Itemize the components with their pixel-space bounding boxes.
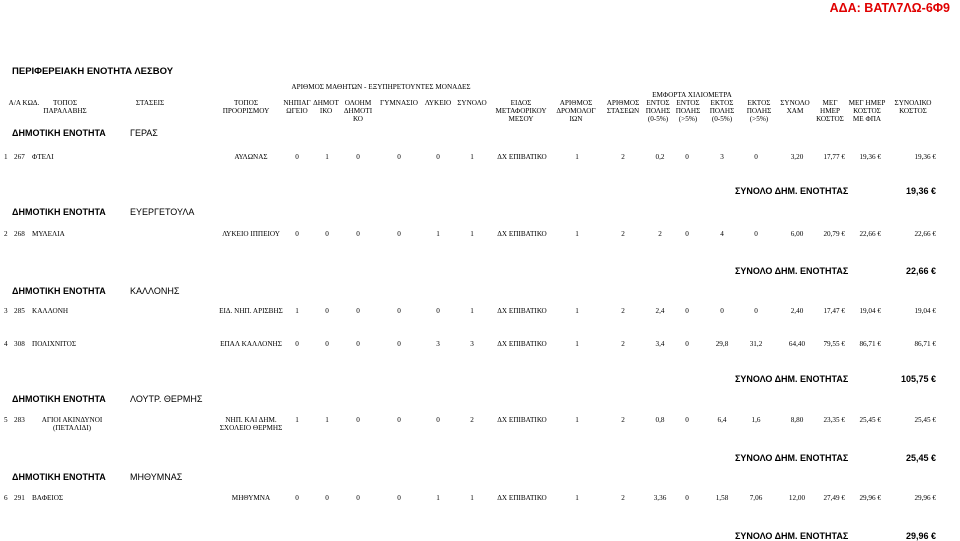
cell-kod: 268 (14, 230, 25, 238)
cell-k1: 0,2 (655, 153, 665, 161)
cell-kod: 267 (14, 153, 25, 161)
cell-meg: 17,47 € (823, 307, 845, 315)
cell-meg: 17,77 € (823, 153, 845, 161)
cell-n5: 0 (436, 153, 440, 161)
cell-n1: 0 (295, 340, 299, 348)
cell-syn: 29,96 € (914, 494, 936, 502)
cell-fpa: 25,45 € (859, 416, 881, 424)
cell-kod: 285 (14, 307, 25, 315)
municipality-label: ΔΗΜΟΤΙΚΗ ΕΝΟΤΗΤΑ (12, 128, 106, 138)
cell-eidos: ΔΧ ΕΠΙΒΑΤΙΚΟ (497, 416, 547, 424)
header-lykeio: ΛΥΚΕΙΟ (424, 99, 452, 107)
cell-n1: 0 (295, 230, 299, 238)
cell-n4: 0 (397, 340, 401, 348)
cell-k4: 7,06 (749, 494, 763, 502)
cell-syn: 22,66 € (914, 230, 936, 238)
cell-n6: 3 (470, 340, 474, 348)
cell-stas: 2 (621, 153, 625, 161)
header-meg-imer-fpa: ΜΕΓ ΗΜΕΡ ΚΟΣΤΟΣ ΜΕ ΦΠΑ (848, 99, 886, 124)
cell-k3: 0 (720, 307, 724, 315)
cell-meg: 27,49 € (823, 494, 845, 502)
cell-n2: 0 (325, 494, 329, 502)
municipality-name: ΛΟΥΤΡ. ΘΕΡΜΗΣ (130, 394, 203, 404)
page-title: ΠΕΡΙΦΕΡΕΙΑΚΗ ΕΝΟΤΗΤΑ ΛΕΣΒΟΥ (12, 66, 174, 77)
cell-n2: 0 (325, 230, 329, 238)
cell-paralavi: ΑΓΙΟΙ ΑΚΙΝΔΥΝΟΙ (ΠΕΤΑΛΙΔΙ) (41, 416, 103, 432)
cell-k2: 0 (685, 416, 689, 424)
cell-n4: 0 (397, 494, 401, 502)
cell-syn: 19,04 € (914, 307, 936, 315)
cell-k2: 0 (685, 340, 689, 348)
cell-n2: 1 (325, 153, 329, 161)
header-arithmos-staseon: ΑΡΙΘΜΟΣ ΣΤΑΣΕΩΝ (606, 99, 640, 116)
header-km-group: ΕΜΦΟΡΤΑ ΧΙΛΙΟΜΕΤΡΑ (652, 91, 732, 99)
cell-n4: 0 (397, 416, 401, 424)
municipality-label: ΔΗΜΟΤΙΚΗ ΕΝΟΤΗΤΑ (12, 286, 106, 296)
cell-n2: 1 (325, 416, 329, 424)
municipality-label: ΔΗΜΟΤΙΚΗ ΕΝΟΤΗΤΑ (12, 472, 106, 482)
cell-stas: 2 (621, 230, 625, 238)
total-label: ΣΥΝΟΛΟ ΔΗΜ. ΕΝΟΤΗΤΑΣ (735, 374, 849, 384)
cell-n5: 0 (436, 307, 440, 315)
cell-meg: 23,35 € (823, 416, 845, 424)
cell-k1: 3,4 (655, 340, 665, 348)
cell-kod: 308 (14, 340, 25, 348)
cell-n6: 1 (470, 153, 474, 161)
header-nipiagogeio: ΝΗΠΙΑΓ ΩΓΕΙΟ (283, 99, 311, 116)
municipality-name: ΕΥΕΡΓΕΤΟΥΛΑ (130, 207, 195, 217)
cell-k4: 31,2 (749, 340, 763, 348)
cell-k2: 0 (685, 494, 689, 502)
cell-meg: 79,55 € (823, 340, 845, 348)
header-km2: ΕΝΤΟΣ ΠΟΛΗΣ (>5%) (675, 99, 701, 124)
cell-n3: 0 (356, 230, 360, 238)
cell-eidos: ΔΧ ΕΠΙΒΑΤΙΚΟ (497, 153, 547, 161)
cell-eidos: ΔΧ ΕΠΙΒΑΤΙΚΟ (497, 340, 547, 348)
cell-n1: 1 (295, 416, 299, 424)
cell-n5: 3 (436, 340, 440, 348)
header-arithmos-dromologion: ΑΡΙΘΜΟΣ ΔΡΟΜΟΛΟΓ ΙΩΝ (556, 99, 596, 124)
cell-k1: 0,8 (655, 416, 665, 424)
cell-n6: 1 (470, 494, 474, 502)
header-aa: Α/Α ΚΩΔ. (8, 99, 40, 107)
municipality-label: ΔΗΜΟΤΙΚΗ ΕΝΟΤΗΤΑ (12, 207, 106, 217)
cell-aa: 6 (4, 494, 8, 502)
total-label: ΣΥΝΟΛΟ ΔΗΜ. ΕΝΟΤΗΤΑΣ (735, 453, 849, 463)
header-synolo-xam: ΣΥΝΟΛΟ ΧΑΜ (780, 99, 810, 116)
cell-fpa: 19,04 € (859, 307, 881, 315)
cell-eidos: ΔΧ ΕΠΙΒΑΤΙΚΟ (497, 230, 547, 238)
total-label: ΣΥΝΟΛΟ ΔΗΜ. ΕΝΟΤΗΤΑΣ (735, 186, 849, 196)
header-km4: ΕΚΤΟΣ ΠΟΛΗΣ (>5%) (746, 99, 772, 124)
cell-k3: 3 (720, 153, 724, 161)
municipality-name: ΓΕΡΑΣ (130, 128, 158, 138)
cell-drom: 1 (575, 307, 579, 315)
cell-proorismos: ΑΥΛΩΝΑΣ (234, 153, 268, 161)
cell-k1: 2 (658, 230, 662, 238)
cell-paralavi: ΒΑΦΕΙΟΣ (32, 494, 64, 502)
cell-k3: 1,58 (715, 494, 729, 502)
cell-n5: 1 (436, 494, 440, 502)
cell-n6: 2 (470, 416, 474, 424)
cell-syn: 25,45 € (914, 416, 936, 424)
cell-n3: 0 (356, 340, 360, 348)
cell-aa: 3 (4, 307, 8, 315)
municipality-name: ΜΗΘΥΜΝΑΣ (130, 472, 183, 482)
cell-n2: 0 (325, 340, 329, 348)
cell-meg: 20,79 € (823, 230, 845, 238)
cell-xam: 8,80 (790, 416, 804, 424)
cell-fpa: 22,66 € (859, 230, 881, 238)
header-students-group: ΑΡΙΘΜΟΣ ΜΑΘΗΤΩΝ - ΕΞΥΠΗΡΕΤΟΥΝΤΕΣ ΜΟΝΑΔΕΣ (291, 83, 471, 91)
cell-xam: 6,00 (790, 230, 804, 238)
cell-stas: 2 (621, 416, 625, 424)
cell-eidos: ΔΧ ΕΠΙΒΑΤΙΚΟ (497, 307, 547, 315)
cell-k4: 0 (754, 307, 758, 315)
total-label: ΣΥΝΟΛΟ ΔΗΜ. ΕΝΟΤΗΤΑΣ (735, 531, 849, 541)
cell-k1: 3,36 (653, 494, 667, 502)
cell-paralavi: ΦΤΕΛΙ (32, 153, 54, 161)
cell-k4: 1,6 (751, 416, 761, 424)
cell-n3: 0 (356, 494, 360, 502)
cell-proorismos: ΛΥΚΕΙΟ ΙΠΠΕΙΟΥ (222, 230, 280, 238)
cell-stas: 2 (621, 340, 625, 348)
header-topos-proorismou: ΤΟΠΟΣ ΠΡΟΟΡΙΣΜΟΥ (222, 99, 270, 116)
cell-drom: 1 (575, 153, 579, 161)
cell-syn: 86,71 € (914, 340, 936, 348)
header-km1: ΕΝΤΟΣ ΠΟΛΗΣ (0-5%) (645, 99, 671, 124)
cell-stas: 2 (621, 307, 625, 315)
cell-n1: 0 (295, 494, 299, 502)
cell-drom: 1 (575, 230, 579, 238)
cell-paralavi: ΠΟΛΙΧΝΙΤΟΣ (32, 340, 77, 348)
cell-drom: 1 (575, 416, 579, 424)
cell-n1: 1 (295, 307, 299, 315)
cell-k4: 0 (754, 153, 758, 161)
cell-k2: 0 (685, 153, 689, 161)
cell-k3: 4 (720, 230, 724, 238)
cell-xam: 12,00 (788, 494, 806, 502)
cell-kod: 283 (14, 416, 25, 424)
total-value: 22,66 € (905, 266, 936, 276)
header-topos-paralavis: ΤΟΠΟΣ ΠΑΡΑΛΑΒΗΣ (43, 99, 87, 116)
cell-n4: 0 (397, 230, 401, 238)
total-label: ΣΥΝΟΛΟ ΔΗΜ. ΕΝΟΤΗΤΑΣ (735, 266, 849, 276)
cell-n3: 0 (356, 416, 360, 424)
cell-proorismos: ΝΗΠ. ΚΑΙ ΔΗΜ. ΣΧΟΛΕΙΟ ΘΕΡΜΗΣ (219, 416, 283, 432)
cell-aa: 1 (4, 153, 8, 161)
header-staseis: ΣΤΑΣΕΙΣ (135, 99, 165, 107)
cell-xam: 2,40 (790, 307, 804, 315)
cell-k2: 0 (685, 230, 689, 238)
cell-eidos: ΔΧ ΕΠΙΒΑΤΙΚΟ (497, 494, 547, 502)
cell-k3: 29,8 (715, 340, 729, 348)
cell-paralavi: ΜΥΛΕΛΙΑ (32, 230, 65, 238)
total-value: 25,45 € (905, 453, 936, 463)
cell-fpa: 86,71 € (859, 340, 881, 348)
cell-paralavi: ΚΑΛΛΟΝΗ (32, 307, 69, 315)
cell-proorismos: ΜΗΘΥΜΝΑ (231, 494, 271, 502)
cell-aa: 5 (4, 416, 8, 424)
cell-k1: 2,4 (655, 307, 665, 315)
cell-fpa: 19,36 € (859, 153, 881, 161)
cell-proorismos: ΕΙΔ. ΝΗΠ. ΑΡΙΣΒΗΣ (219, 307, 283, 315)
header-oloimero: ΟΛΟΗΜ ΔΗΜΟΤΙ ΚΟ (343, 99, 373, 124)
total-value: 105,75 € (900, 374, 936, 384)
cell-aa: 4 (4, 340, 8, 348)
cell-n1: 0 (295, 153, 299, 161)
cell-k2: 0 (685, 307, 689, 315)
cell-proorismos: ΕΠΑΛ ΚΑΛΛΟΝΗΣ (220, 340, 282, 348)
cell-n4: 0 (397, 307, 401, 315)
cell-n6: 1 (470, 230, 474, 238)
header-dimotiko: ΔΗΜΟΤ ΙΚΟ (313, 99, 339, 116)
cell-n3: 0 (356, 307, 360, 315)
header-meg-imer: ΜΕΓ ΗΜΕΡ ΚΟΣΤΟΣ (816, 99, 844, 124)
cell-k3: 6,4 (717, 416, 727, 424)
header-km3: ΕΚΤΟΣ ΠΟΛΗΣ (0-5%) (709, 99, 735, 124)
cell-n4: 0 (397, 153, 401, 161)
cell-fpa: 29,96 € (859, 494, 881, 502)
cell-k4: 0 (754, 230, 758, 238)
header-eidos: ΕΙΔΟΣ ΜΕΤΑΦΟΡΙΚΟΥ ΜΕΣΟΥ (495, 99, 547, 124)
total-value: 29,96 € (905, 531, 936, 541)
cell-xam: 3,20 (790, 153, 804, 161)
cell-xam: 64,40 (788, 340, 806, 348)
cell-n2: 0 (325, 307, 329, 315)
header-synolo: ΣΥΝΟΛΟ (457, 99, 487, 107)
cell-syn: 19,36 € (914, 153, 936, 161)
cell-drom: 1 (575, 494, 579, 502)
cell-n3: 0 (356, 153, 360, 161)
header-synoliko: ΣΥΝΟΛΙΚΟ ΚΟΣΤΟΣ (894, 99, 932, 116)
municipality-name: ΚΑΛΛΟΝΗΣ (130, 286, 180, 296)
ada-stamp: ΑΔΑ: ΒΑΤΛ7ΛΩ-6Φ9 (829, 1, 950, 15)
cell-aa: 2 (4, 230, 8, 238)
header-gymnasio: ΓΥΜΝΑΣΙΟ (380, 99, 418, 107)
municipality-label: ΔΗΜΟΤΙΚΗ ΕΝΟΤΗΤΑ (12, 394, 106, 404)
cell-stas: 2 (621, 494, 625, 502)
cell-n5: 1 (436, 230, 440, 238)
total-value: 19,36 € (905, 186, 936, 196)
cell-n5: 0 (436, 416, 440, 424)
cell-n6: 1 (470, 307, 474, 315)
cell-drom: 1 (575, 340, 579, 348)
cell-kod: 291 (14, 494, 25, 502)
